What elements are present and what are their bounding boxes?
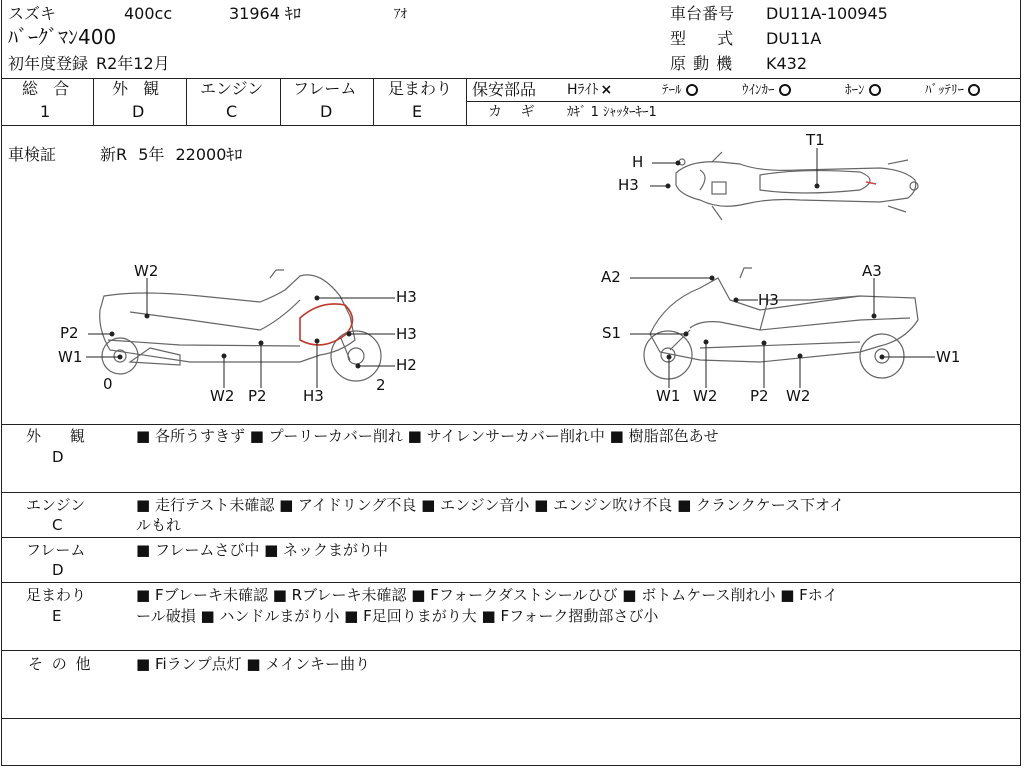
label-s1: S1 xyxy=(602,324,622,342)
label-w1: W1 xyxy=(936,348,961,366)
key-label: カ ギ xyxy=(488,104,535,120)
mileage: 31964 ｷﾛ xyxy=(229,4,301,23)
label-h3: H3 xyxy=(396,288,417,306)
circle-ok-icon xyxy=(968,84,980,96)
taillight-label: ﾃｰﾙ xyxy=(662,83,682,98)
circle-ok-icon xyxy=(869,84,881,96)
label-w1: W1 xyxy=(656,387,681,405)
label-w2: W2 xyxy=(693,387,718,405)
grade-frame-label: フレーム xyxy=(293,79,357,98)
color: ｱｵ xyxy=(394,7,407,22)
headlight-status xyxy=(567,83,612,97)
chassis-label: 車台番号 xyxy=(670,4,735,23)
inspection-label: 車検証 xyxy=(8,145,57,164)
horn-label: ﾎｰﾝ xyxy=(845,83,865,98)
first-registration-label: 初年度登録 xyxy=(8,54,89,73)
label-h3: H3 xyxy=(396,325,417,343)
first-registration-value: R2年12月 xyxy=(96,54,170,73)
note-label: 足まわり xyxy=(26,586,87,604)
grade-suspension-label: 足まわり xyxy=(388,79,453,98)
safety-label: 保安部品 xyxy=(472,80,537,99)
label-a2: A2 xyxy=(601,268,621,286)
battery-label: ﾊﾞｯﾃﾘｰ xyxy=(925,83,964,98)
label-h2: H2 xyxy=(396,356,417,374)
circle-ok-icon xyxy=(686,84,698,96)
horn-status xyxy=(845,84,881,97)
chassis-value: DU11A-100945 xyxy=(766,4,888,23)
engine-code-value: K432 xyxy=(766,54,808,73)
note-label: そ の 他 xyxy=(28,655,91,673)
circle-ok-icon xyxy=(779,84,791,96)
label-zero: 0 xyxy=(103,375,113,393)
note-grade: C xyxy=(52,516,63,534)
grade-total-label: 総 合 xyxy=(22,79,70,98)
grade-engine-label: エンジン xyxy=(200,79,264,98)
label-p2: P2 xyxy=(750,387,769,405)
notes-bottom-border xyxy=(1,718,1021,719)
maker: スズキ xyxy=(8,4,57,23)
label-h3: H3 xyxy=(303,387,324,405)
top-view-scooter xyxy=(676,152,918,220)
grade-exterior-label: 外 観 xyxy=(112,79,160,98)
left-side-scooter xyxy=(100,270,381,381)
label-w2: W2 xyxy=(786,387,811,405)
winker-status xyxy=(742,84,791,97)
note-label: フレーム xyxy=(26,541,86,559)
model-code-label: 型 式 xyxy=(670,29,734,48)
note-grade: D xyxy=(52,448,64,466)
label-p2: P2 xyxy=(60,324,79,342)
note-text: ■ フレームさび中 ■ ネックまがり中 xyxy=(136,541,389,559)
notes-divider xyxy=(1,537,1021,538)
col-divider xyxy=(466,78,467,125)
note-text-cont: ール破損 ■ ハンドルまがり小 ■ F足回りまがり大 ■ Fフォーク摺動部さび小 xyxy=(136,607,659,625)
label-h3: H3 xyxy=(618,176,639,194)
label-a3: A3 xyxy=(862,262,882,280)
col-divider xyxy=(186,78,187,125)
label-h: H xyxy=(632,153,644,171)
cross-icon: × xyxy=(600,82,613,98)
label-t1: T1 xyxy=(806,131,825,149)
grade-total-value: 1 xyxy=(40,102,51,121)
label-w1: W1 xyxy=(58,348,83,366)
notes-divider xyxy=(1,582,1021,583)
note-text: ■ 走行テスト未確認 ■ アイドリング不良 ■ エンジン音小 ■ エンジン吹け不良 ■ クランクケース下オイ xyxy=(136,496,845,514)
engine-code-label: 原 動 機 xyxy=(670,54,733,73)
label-h3: H3 xyxy=(758,291,779,309)
notes-divider xyxy=(1,650,1021,651)
winker-label: ｳｲﾝｶｰ xyxy=(742,83,775,98)
note-text: ■ 各所うすきず ■ プーリーカバー削れ ■ サイレンサーカバー削れ中 ■ 樹脂部色あせ xyxy=(136,427,719,445)
note-text: ■ Fブレーキ未確認 ■ Rブレーキ未確認 ■ Fフォークダストシールひび ■ ボトムケース削れ小 ■ Fホイ xyxy=(136,586,838,604)
battery-status xyxy=(925,84,980,97)
right-side-scooter xyxy=(644,268,918,379)
note-label: エンジン xyxy=(26,496,86,514)
inspection-value: 新R 5年 22000ｷﾛ xyxy=(100,145,243,164)
grade-frame-value: D xyxy=(320,102,333,121)
headlight-label: Hﾗｲﾄ xyxy=(567,82,599,98)
grade-engine-value: C xyxy=(226,102,238,121)
taillight-status xyxy=(662,84,698,97)
grade-exterior-value: D xyxy=(132,102,145,121)
note-label: 外 観 xyxy=(26,427,85,445)
notes-divider xyxy=(1,492,1021,493)
label-two: 2 xyxy=(376,376,386,394)
label-w2: W2 xyxy=(210,387,235,405)
note-grade: D xyxy=(52,561,64,579)
note-text-cont: ルもれ xyxy=(136,516,182,534)
col-divider xyxy=(280,78,281,125)
notes-top-border xyxy=(1,424,1021,425)
col-divider xyxy=(373,78,374,125)
note-grade: E xyxy=(52,607,62,625)
safety-row-divider xyxy=(466,101,1021,102)
grade-suspension-value: E xyxy=(412,102,423,121)
note-text: ■ Fiランプ点灯 ■ メインキー曲り xyxy=(136,655,371,673)
leader-lines xyxy=(86,145,935,388)
displacement: 400cc xyxy=(124,4,173,23)
model-name: ﾊﾞｰｸﾞﾏﾝ400 xyxy=(8,25,117,49)
label-p2: P2 xyxy=(248,387,267,405)
model-code-value: DU11A xyxy=(766,29,822,48)
key-value: ｶｷﾞ 1 ｼｬｯﾀｰｷｰ1 xyxy=(567,105,657,120)
label-w2: W2 xyxy=(134,262,159,280)
col-divider xyxy=(93,78,94,125)
leader-dots xyxy=(110,161,885,369)
